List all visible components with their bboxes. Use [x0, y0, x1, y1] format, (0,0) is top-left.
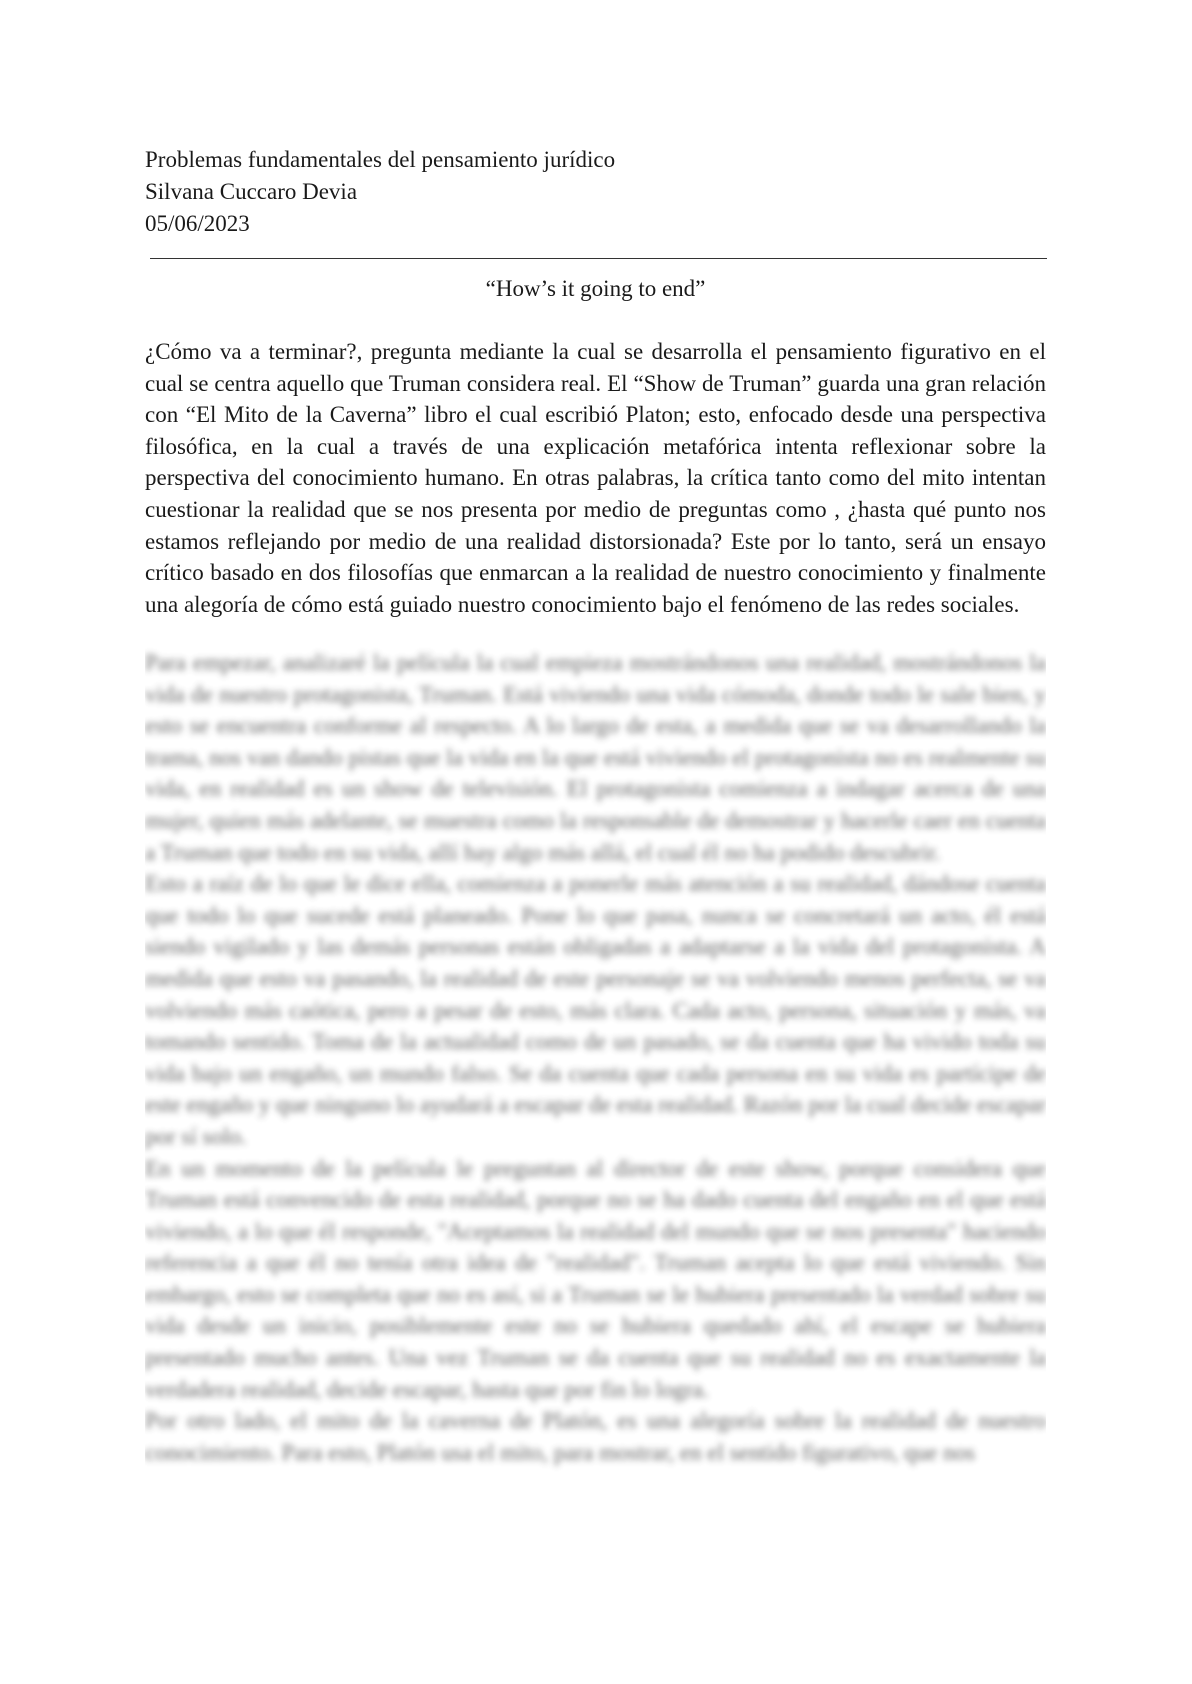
essay-title: “How’s it going to end”	[485, 276, 706, 301]
blurred-body-text: Para empezar, analizaré la película la cual empieza mostrándonos una realidad, mostrándonos la vida de nuestro protagonista, Truman. Está viviendo una vida cómoda, donde todo le sale bien, y esto se encuentra conforme al respecto. A lo largo de esta, a medida que se va desarrollando la trama, nos van dando pistas que la vida en la que está viviendo el protagonista no es realmente su vida, en realidad es un show de televisión. El protagonista comienza a indagar acerca de una mujer, quien más adelante, se muestra como la responsable de demostrar y hacerle caer en cuenta a Truman que todo en su vida, allí hay algo más allá, el cual él no ha podido descubrir. Esto a raíz de lo que le dice ella, comienza a ponerle más atención a su realidad, dándose cuenta que todo lo que sucede está planeado. Pone lo que pasa, nunca se concretará un acto, él está siendo vigilado y las demás personas están obligadas a adaptarse a la vida del protagonista. A medida que esto va pasando, la realidad de este personaje se va volviendo menos perfecta, se va volviendo más caótica, pero a pesar de esto, más clara. Cada acto, persona, situación y más, va tomando sentido. Toma de la actualidad como de un pasado, se da cuenta que ha vivido toda su vida bajo un engaño, un mundo falso. Se da cuenta que cada persona en su vida es partícipe de este engaño y que ninguno lo ayudará a escapar de esta realidad. Razón por la cual decide escapar por sí solo. En un momento de la película le preguntan al director de este show, porque considera que Truman está convencido de esta realidad, porque no se ha dado cuenta del engaño en el que está viviendo, a lo que él responde, "Aceptamos la realidad del mundo que se nos presenta" haciendo referencia a que él no tenía otra idea de "realidad". Truman acepta lo que está viviendo. Sin embargo, esto se completa que no es así, si a Truman se le hubiera presentado la verdad sobre su vida desde un inicio, posiblemente este no se hubiera quedado ahí, el escape se hubiera presentado mucho antes. Una vez Truman se da cuenta que su realidad no es exactamente la verdadera realidad, decide escapar, hasta que por fin lo logra. Por otro lado, el mito de la caverna de Platón, es una alegoría sobre la realidad de nuestro conocimiento. Para esto, Platón usa el mito, para mostrar, en el sentido figurativo, que nos	[145, 650, 1046, 1465]
course-name: Problemas fundamentales del pensamiento jurídico	[145, 147, 616, 172]
document-header	[145, 144, 615, 240]
intro-paragraph: ¿Cómo va a terminar?, pregunta mediante la cual se desarrolla el pensamiento figurativo en el cual se centra aquello que Truman considera real. El “Show de Truman” guarda una gran relación con “El Mito de la Caverna” libro el cual escribió Platon; esto, enfocado desde una perspectiva filosófica, en la cual a través de una explicación metafórica intenta reflexionar sobre la perspectiva del conocimiento humano. En otras palabras, la crítica tanto como del mito intentan cuestionar la realidad que se nos presenta por medio de preguntas como , ¿hasta qué punto nos estamos reflejando por medio de una realidad distorsionada? Este por lo tanto, será un ensayo crítico basado en dos filosofías que enmarcan a la realidad de nuestro conocimiento y finalmente una alegoría de cómo está guiado nuestro conocimiento bajo el fenómeno de las redes sociales.	[145, 339, 1046, 617]
author-name: Silvana Cuccaro Devia	[145, 179, 358, 204]
document-date: 05/06/2023	[145, 211, 250, 236]
horizontal-divider	[150, 258, 1047, 259]
